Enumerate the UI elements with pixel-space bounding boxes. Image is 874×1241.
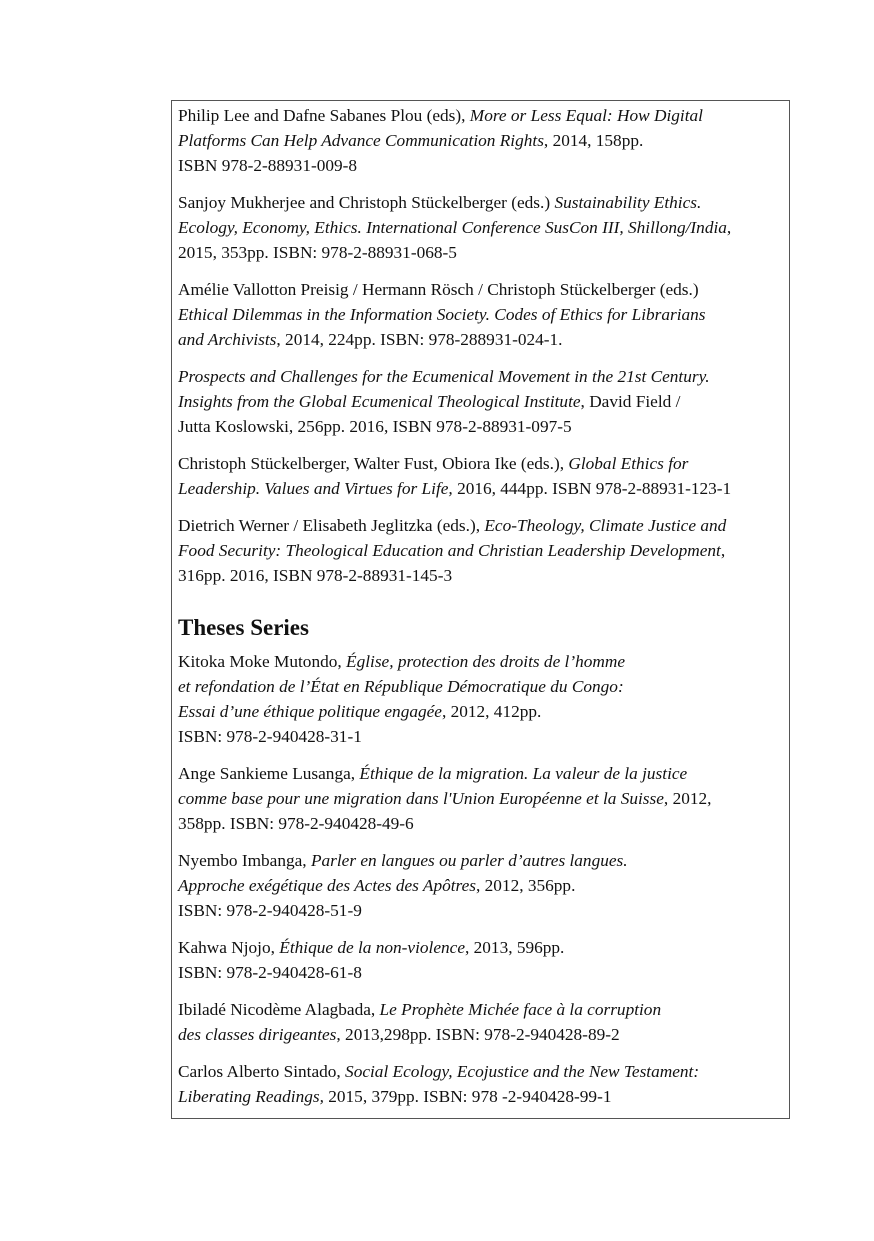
entry-text: 2015, 379pp. ISBN: 978 -2-940428-99-1 (323, 1087, 612, 1106)
entry-text: Carlos Alberto Sintado, (178, 1062, 346, 1081)
entry-title-text: Liberating Readings, (178, 1087, 324, 1106)
entry-title-text: Prospects and Challenges for the Ecumenical Movement in the 21st Century. (178, 367, 710, 386)
bibliography-box (171, 100, 790, 1119)
entry-line (178, 103, 783, 128)
entry-text: , 2012, 356pp. (476, 876, 576, 895)
entry-line (178, 476, 783, 501)
entry-text: ISBN: 978-2-940428-51-9 (178, 901, 362, 920)
entry-line (178, 302, 783, 327)
entry-line (178, 364, 783, 389)
entry-line (178, 960, 783, 985)
entry-line (178, 327, 783, 352)
entry-title-text: Église, protection des droits de l’homme (346, 652, 626, 671)
entry-text: , 2014, 158pp. (543, 131, 644, 150)
entry-title-text: Leadership. Values and Virtues for Life, (178, 479, 453, 498)
entry-line (178, 240, 783, 265)
entry-title-text: Approche exégétique des Actes des Apôtres (178, 876, 477, 895)
entry-line (178, 997, 783, 1022)
entry-text: 2016, 444pp. ISBN 978-2-88931-123-1 (452, 479, 732, 498)
entry-title-text: Ethical Dilemmas in the Information Society. Codes of Ethics for Librarians (178, 305, 706, 324)
entry-text: ISBN: 978-2-940428-31-1 (178, 727, 362, 746)
thesis-entry (178, 935, 783, 985)
entry-line (178, 389, 783, 414)
entry-title-text: Éthique de la non-violence (279, 938, 465, 957)
thesis-entry (178, 649, 783, 749)
entry-title-text: Food Security: Theological Education and Christian Leadership Development (178, 541, 721, 560)
entry-text: ISBN: 978-2-940428-61-8 (178, 963, 362, 982)
entry-line (178, 451, 783, 476)
entry-line (178, 848, 783, 873)
entry-line (178, 190, 783, 215)
entry-line (178, 935, 783, 960)
entry-text: , 2014, 224pp. ISBN: 978-288931-024-1. (276, 330, 563, 349)
book-entry (178, 103, 783, 178)
entry-title-text: Social Ecology, Ecojustice and the New Testament: (345, 1062, 700, 1081)
entry-text: Dietrich Werner / Elisabeth Jeglitzka (eds.), (178, 516, 485, 535)
entry-title-text: Essai d’une éthique politique engagée (178, 702, 442, 721)
entry-text: Ibiladé Nicodème Alagbada, (178, 1000, 380, 1019)
thesis-entry (178, 1059, 783, 1109)
entry-text: , 2012, (663, 789, 712, 808)
entry-title-text: and Archivists (178, 330, 277, 349)
entry-title-text: Éthique de la migration. La valeur de la justice (359, 764, 688, 783)
theses-entry-list (178, 649, 783, 1109)
book-entry (178, 364, 783, 439)
entry-text: Sanjoy Mukherjee and Christoph Stückelberger (eds.) (178, 193, 555, 212)
entry-text: Philip Lee and Dafne Sabanes Plou (eds), (178, 106, 470, 125)
entry-line (178, 277, 783, 302)
entry-title-text: More or Less Equal: How Digital (469, 106, 703, 125)
entry-title-text: Platforms Can Help Advance Communication Rights (178, 131, 544, 150)
section-heading-theses-series: Theses Series (178, 615, 309, 640)
entry-line (178, 1059, 783, 1084)
entry-text: ISBN 978-2-88931-009-8 (178, 156, 358, 175)
entry-title-text: Insights from the Global Ecumenical Theological Institute (178, 392, 581, 411)
entry-text: , 2013, 596pp. (465, 938, 565, 957)
thesis-entry (178, 997, 783, 1047)
entry-title-text: et refondation de l’État en République Démocratique du Congo: (178, 677, 624, 696)
entry-line (178, 215, 783, 240)
entry-text: 2015, 353pp. ISBN: 978-2-88931-068-5 (178, 243, 457, 262)
entry-line (178, 414, 783, 439)
entry-line (178, 674, 783, 699)
entry-line (178, 811, 783, 836)
entry-line (178, 649, 783, 674)
entry-text: Christoph Stückelberger, Walter Fust, Obiora Ike (eds.), (178, 454, 569, 473)
entry-line (178, 724, 783, 749)
book-entry (178, 277, 783, 352)
entry-title-text: Global Ethics for (568, 454, 689, 473)
entry-text: 358pp. ISBN: 978-2-940428-49-6 (178, 814, 414, 833)
entry-title-text: Sustainability Ethics. (554, 193, 702, 212)
entry-title-text: Ecology, Economy, Ethics. International Conference SusCon III, Shillong/India (178, 218, 727, 237)
entry-text: , 2012, 412pp. (441, 702, 542, 721)
entry-line (178, 513, 783, 538)
entry-line (178, 563, 783, 588)
entry-text: , (720, 541, 726, 560)
entry-line (178, 898, 783, 923)
entry-text: Amélie Vallotton Preisig / Hermann Rösch / Christoph Stückelberger (eds.) (178, 280, 699, 299)
thesis-entry (178, 761, 783, 836)
thesis-entry (178, 848, 783, 923)
entry-text: Kitoka Moke Mutondo, (178, 652, 347, 671)
entry-text: , (726, 218, 732, 237)
entry-title-text: Le Prophète Michée face à la corruption (379, 1000, 662, 1019)
series-entry-list (178, 103, 783, 588)
entry-text: , 2013,298pp. ISBN: 978-2-940428-89-2 (336, 1025, 620, 1044)
book-entry (178, 513, 783, 588)
entry-title-text: Parler en langues ou parler d’autres langues. (310, 851, 628, 870)
entry-line (178, 786, 783, 811)
book-entry (178, 451, 783, 501)
book-entry (178, 190, 783, 265)
entry-line (178, 873, 783, 898)
entry-text: Kahwa Njojo, (178, 938, 280, 957)
entry-line (178, 699, 783, 724)
entry-title-text: des classes dirigeantes (178, 1025, 337, 1044)
entry-text: Jutta Koslowski, 256pp. 2016, ISBN 978-2-88931-097-5 (178, 417, 572, 436)
entry-text: , David Field / (580, 392, 681, 411)
entry-title-text: Eco-Theology, Climate Justice and (484, 516, 727, 535)
entry-line (178, 1022, 783, 1047)
entry-line (178, 128, 783, 153)
entry-text: 316pp. 2016, ISBN 978-2-88931-145-3 (178, 566, 453, 585)
entry-title-text: comme base pour une migration dans l'Union Européenne et la Suisse (178, 789, 664, 808)
entry-line (178, 761, 783, 786)
entry-line (178, 1084, 783, 1109)
entry-line (178, 538, 783, 563)
entry-line (178, 153, 783, 178)
entry-text: Ange Sankieme Lusanga, (178, 764, 360, 783)
entry-text: Nyembo Imbanga, (178, 851, 311, 870)
